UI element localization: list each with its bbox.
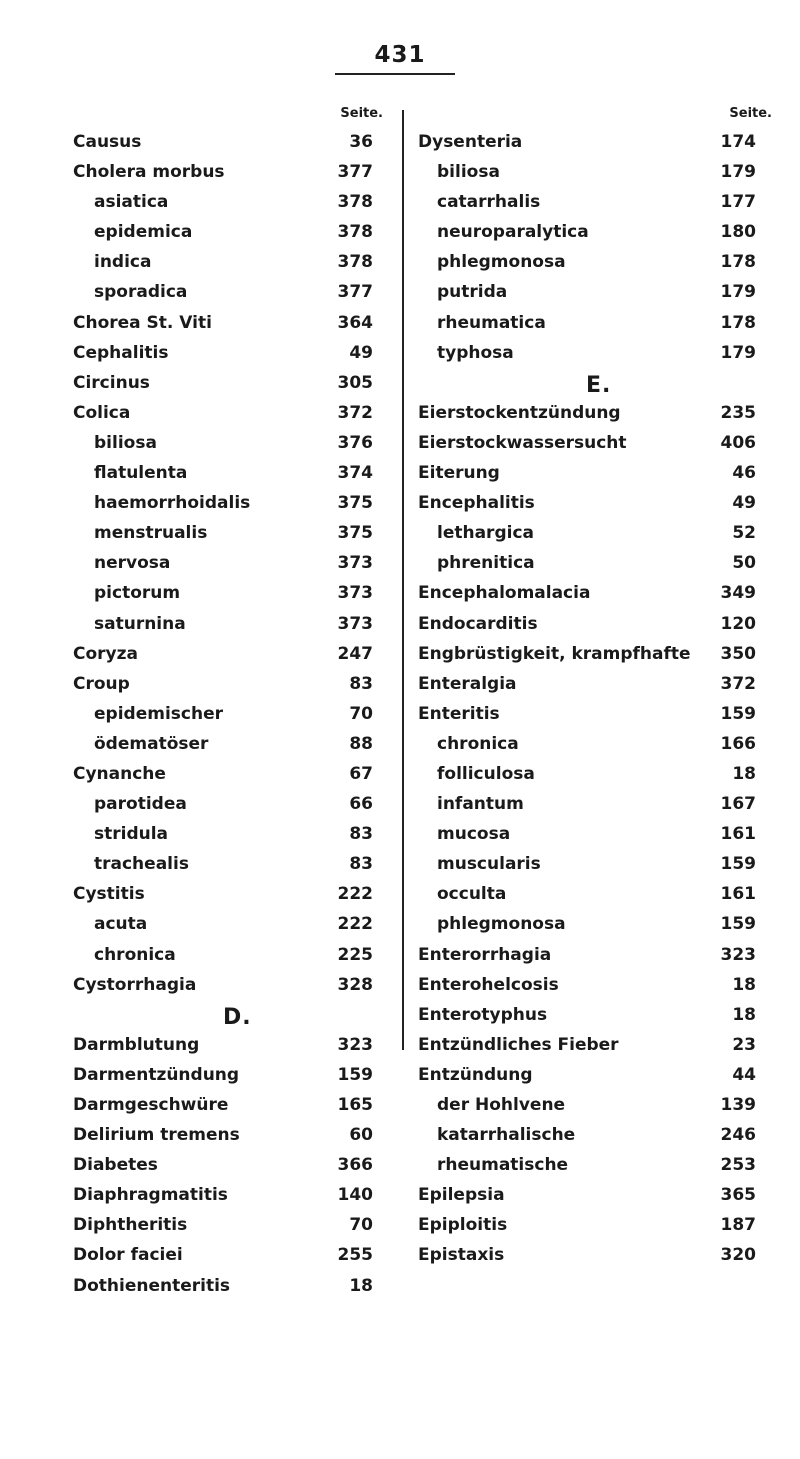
index-entry <box>73 1059 393 1089</box>
page-reference: 179 <box>720 162 756 183</box>
index-entry <box>404 999 766 1029</box>
index-entry <box>404 608 766 638</box>
index-entry <box>73 878 393 908</box>
page-reference: 23 <box>732 1034 756 1055</box>
index-entry <box>404 517 766 547</box>
index-term: Darmentzündung <box>73 1064 240 1085</box>
index-entry <box>73 1089 393 1119</box>
page-reference: 177 <box>720 192 756 213</box>
index-entry <box>73 608 393 638</box>
index-entry <box>73 848 393 878</box>
index-entry <box>404 276 766 306</box>
index-entry <box>404 758 766 788</box>
page-reference: 320 <box>720 1245 756 1266</box>
page-reference: 88 <box>349 733 373 754</box>
index-term: rheumatische <box>437 1155 569 1176</box>
index-entry <box>73 788 393 818</box>
page-reference: 18 <box>732 1004 756 1025</box>
page-reference: 70 <box>349 703 373 724</box>
page-reference: 375 <box>337 493 373 514</box>
page-reference: 253 <box>720 1155 756 1176</box>
left-entry-list <box>73 126 393 1300</box>
index-term: chronica <box>437 733 519 754</box>
page-reference: 406 <box>720 432 756 453</box>
left-column-header <box>73 106 393 126</box>
page-reference: 83 <box>349 673 373 694</box>
index-entry <box>404 1119 766 1149</box>
page-number: 431 <box>374 42 426 68</box>
index-term: phlegmonosa <box>437 914 566 935</box>
letter-heading-label: E. <box>586 372 612 398</box>
index-term: Dysenteria <box>418 132 523 152</box>
page-reference: 323 <box>337 1034 373 1055</box>
page-reference: 378 <box>337 192 373 213</box>
page-reference: 174 <box>720 132 756 152</box>
page-reference: 178 <box>720 252 756 273</box>
index-entry <box>404 818 766 848</box>
right-entry-list <box>404 126 766 1270</box>
index-term: Croup <box>73 673 130 694</box>
letter-heading <box>404 367 766 397</box>
index-term: Diphtheritis <box>73 1215 188 1236</box>
page-reference: 365 <box>720 1185 756 1206</box>
index-entry <box>73 156 393 186</box>
index-entry <box>404 427 766 457</box>
index-entry <box>73 126 393 156</box>
page-reference: 18 <box>732 763 756 784</box>
page-reference: 377 <box>337 282 373 303</box>
index-entry <box>404 216 766 246</box>
index-term: pictorum <box>94 583 181 604</box>
index-term: Delirium tremens <box>73 1125 240 1146</box>
page-reference: 159 <box>337 1064 373 1085</box>
index-term: flatulenta <box>94 463 188 484</box>
page-reference: 60 <box>349 1125 373 1146</box>
index-term: Colica <box>73 402 131 423</box>
page-reference: 222 <box>337 884 373 905</box>
index-term: Engbrüstigkeit, krampfhafte <box>418 643 691 664</box>
index-entry <box>404 1209 766 1239</box>
index-term: Endocarditis <box>418 613 538 634</box>
page-reference: 366 <box>337 1155 373 1176</box>
page-reference: 349 <box>720 583 756 604</box>
index-entry <box>404 1089 766 1119</box>
index-term: Causus <box>73 132 142 152</box>
page-reference: 374 <box>337 463 373 484</box>
index-term: Cholera morbus <box>73 162 225 183</box>
index-term: Darmblutung <box>73 1034 200 1055</box>
index-entry <box>73 276 393 306</box>
index-term: Enterorrhagia <box>418 944 552 965</box>
page-reference: 255 <box>337 1245 373 1266</box>
page-reference: 376 <box>337 432 373 453</box>
index-term: lethargica <box>437 523 534 544</box>
page-reference: 247 <box>337 643 373 664</box>
index-term: Epiploitis <box>418 1215 508 1236</box>
page-reference: 378 <box>337 222 373 243</box>
index-entry <box>404 698 766 728</box>
page-reference: 377 <box>337 162 373 183</box>
page-reference: 179 <box>720 282 756 303</box>
index-term: catarrhalis <box>437 192 541 213</box>
index-entry <box>73 668 393 698</box>
page-reference: 159 <box>720 854 756 875</box>
index-entry <box>73 457 393 487</box>
index-entry <box>404 878 766 908</box>
page-reference: 323 <box>720 944 756 965</box>
index-term: biliosa <box>94 432 157 453</box>
page-reference: 159 <box>720 703 756 724</box>
index-entry <box>404 156 766 186</box>
page-reference: 18 <box>732 974 756 995</box>
index-term: typhosa <box>437 342 514 363</box>
page-reference: 350 <box>720 643 756 664</box>
index-term: Darmgeschwüre <box>73 1095 229 1115</box>
index-entry <box>404 728 766 758</box>
left-column-header-label: Seite. <box>340 106 383 121</box>
page-reference: 44 <box>732 1064 756 1085</box>
index-term: rheumatica <box>437 312 546 333</box>
index-term: Cephalitis <box>73 342 169 363</box>
page-reference: 49 <box>732 493 756 514</box>
index-term: asiatica <box>94 192 169 213</box>
index-entry <box>404 307 766 337</box>
index-term: infantum <box>437 794 524 815</box>
page-reference: 246 <box>720 1125 756 1146</box>
index-term: Entzündung <box>418 1064 533 1085</box>
index-term: Enteralgia <box>418 673 517 694</box>
index-term: chronica <box>94 944 176 965</box>
index-term: epidemica <box>94 222 193 243</box>
index-term: phrenitica <box>437 553 535 574</box>
index-term: Diabetes <box>73 1155 158 1176</box>
page-reference: 180 <box>720 222 756 243</box>
index-term: Coryza <box>73 643 138 664</box>
index-entry <box>404 1059 766 1089</box>
index-entry <box>73 1179 393 1209</box>
index-term: Enterohelcosis <box>418 974 559 995</box>
index-entry <box>73 246 393 276</box>
index-term: Dothienenteritis <box>73 1275 231 1296</box>
page-reference: 66 <box>349 794 373 815</box>
index-term: putrida <box>437 282 508 303</box>
index-entry <box>404 668 766 698</box>
index-entry <box>73 1119 393 1149</box>
page-reference: 161 <box>720 884 756 905</box>
index-entry <box>404 939 766 969</box>
index-term: der Hohlvene <box>437 1095 566 1115</box>
index-term: Cystorrhagia <box>73 974 197 995</box>
right-column-header-label: Seite. <box>729 106 772 121</box>
index-entry <box>404 487 766 517</box>
left-column <box>73 106 393 1300</box>
index-term: katarrhalische <box>437 1125 576 1146</box>
right-column-header <box>404 106 772 126</box>
index-entry <box>404 577 766 607</box>
index-entry <box>404 1149 766 1179</box>
index-entry <box>404 246 766 276</box>
index-term: phlegmonosa <box>437 252 566 273</box>
index-entry <box>404 397 766 427</box>
page-reference: 328 <box>337 974 373 995</box>
index-term: epidemischer <box>94 703 223 724</box>
index-term: Cystitis <box>73 884 145 905</box>
page-reference: 235 <box>720 402 756 423</box>
index-entry <box>404 788 766 818</box>
index-term: trachealis <box>94 854 189 875</box>
page-reference: 50 <box>732 553 756 574</box>
page-reference: 222 <box>337 914 373 935</box>
index-entry <box>73 307 393 337</box>
page-reference: 140 <box>337 1185 373 1206</box>
index-term: Circinus <box>73 372 150 393</box>
index-entry <box>73 216 393 246</box>
page-reference: 36 <box>349 132 373 152</box>
page-reference: 49 <box>349 342 373 363</box>
page-reference: 83 <box>349 824 373 845</box>
index-term: parotidea <box>94 794 187 815</box>
index-entry <box>404 186 766 216</box>
page-reference: 179 <box>720 342 756 363</box>
page-reference: 166 <box>720 733 756 754</box>
index-term: Eiterung <box>418 463 500 484</box>
index-term: indica <box>94 252 152 273</box>
index-entry <box>73 1239 393 1269</box>
index-term: biliosa <box>437 162 500 183</box>
index-entry <box>73 517 393 547</box>
index-term: acuta <box>94 914 148 935</box>
letter-heading-label: D. <box>223 1004 252 1030</box>
page-reference: 18 <box>349 1275 373 1296</box>
index-entry <box>404 1179 766 1209</box>
page-reference: 67 <box>349 763 373 784</box>
index-term: Eierstockwassersucht <box>418 432 627 453</box>
index-term: Encephalomalacia <box>418 583 591 604</box>
index-entry <box>73 547 393 577</box>
index-entry <box>73 1149 393 1179</box>
index-entry <box>73 698 393 728</box>
index-entry <box>73 1270 393 1300</box>
page-reference: 52 <box>732 523 756 544</box>
index-entry <box>404 1239 766 1269</box>
index-entry <box>404 547 766 577</box>
index-term: Cynanche <box>73 763 166 784</box>
index-entry <box>73 577 393 607</box>
page-reference: 161 <box>720 824 756 845</box>
page-reference: 372 <box>337 402 373 423</box>
page-reference: 372 <box>720 673 756 694</box>
index-term: muscularis <box>437 854 541 875</box>
index-entry <box>404 908 766 938</box>
index-term: sporadica <box>94 282 188 303</box>
index-entry <box>73 186 393 216</box>
page-reference: 167 <box>720 794 756 815</box>
index-entry <box>404 457 766 487</box>
index-term: Epistaxis <box>418 1245 505 1266</box>
page-reference: 305 <box>337 372 373 393</box>
page-reference: 373 <box>337 553 373 574</box>
index-entry <box>73 939 393 969</box>
index-term: nervosa <box>94 553 171 574</box>
index-entry <box>73 758 393 788</box>
page-reference: 375 <box>337 523 373 544</box>
index-entry <box>73 908 393 938</box>
index-entry <box>73 397 393 427</box>
page-reference: 225 <box>337 944 373 965</box>
page-reference: 139 <box>720 1095 756 1115</box>
page-reference: 187 <box>720 1215 756 1236</box>
index-term: neuroparalytica <box>437 222 589 243</box>
index-entry <box>73 487 393 517</box>
index-term: mucosa <box>437 824 511 845</box>
right-column <box>402 106 772 1266</box>
index-entry <box>404 1029 766 1059</box>
index-entry <box>404 638 766 668</box>
index-entry <box>73 969 393 999</box>
index-term: Chorea St. Viti <box>73 312 212 333</box>
page-reference: 178 <box>720 312 756 333</box>
page-reference: 83 <box>349 854 373 875</box>
page-reference: 159 <box>720 914 756 935</box>
page-reference: 364 <box>337 312 373 333</box>
page-reference: 70 <box>349 1215 373 1236</box>
index-entry <box>404 848 766 878</box>
header-rule <box>335 73 455 75</box>
index-entry <box>404 969 766 999</box>
index-entry <box>73 427 393 457</box>
index-entry <box>404 337 766 367</box>
page-reference: 373 <box>337 613 373 634</box>
index-entry <box>73 818 393 848</box>
index-term: Entzündliches Fieber <box>418 1034 619 1055</box>
index-term: folliculosa <box>437 763 535 784</box>
index-term: Epilepsia <box>418 1185 505 1206</box>
index-entry <box>73 1029 393 1059</box>
page-reference: 120 <box>720 613 756 634</box>
index-term: haemorrhoidalis <box>94 493 251 514</box>
index-term: Dolor faciei <box>73 1245 183 1266</box>
letter-heading <box>73 999 393 1029</box>
index-term: occulta <box>437 884 507 905</box>
index-entry <box>73 337 393 367</box>
page-reference: 378 <box>337 252 373 273</box>
index-term: menstrualis <box>94 523 208 544</box>
index-entry <box>73 638 393 668</box>
index-term: stridula <box>94 824 169 845</box>
index-term: Enterotyphus <box>418 1004 548 1025</box>
index-entry <box>73 1209 393 1239</box>
index-entry <box>73 367 393 397</box>
page-reference: 373 <box>337 583 373 604</box>
index-entry <box>73 728 393 758</box>
index-entry <box>404 126 766 156</box>
index-term: saturnina <box>94 613 186 634</box>
index-term: Diaphragmatitis <box>73 1185 228 1206</box>
index-term: Encephalitis <box>418 493 535 514</box>
index-term: Eierstockentzündung <box>418 402 621 423</box>
page-reference: 46 <box>732 463 756 484</box>
page-reference: 165 <box>337 1095 373 1115</box>
index-term: Enteritis <box>418 703 500 724</box>
index-term: ödematöser <box>94 733 209 754</box>
